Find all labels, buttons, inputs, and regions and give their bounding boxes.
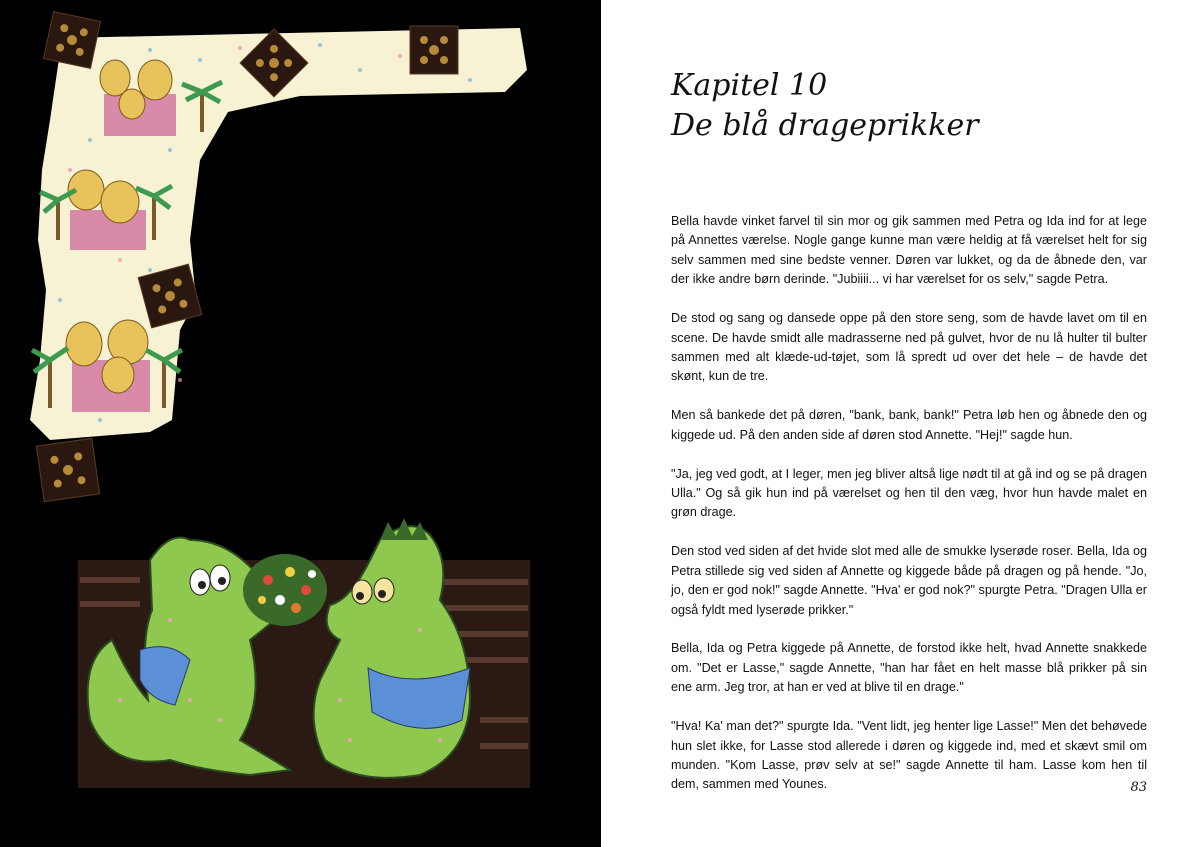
page-number: 83	[1130, 780, 1147, 795]
chapter-number: Kapitel 10	[671, 68, 828, 103]
paragraph: Bella, Ida og Petra kiggede på Annette, de forstod ikke helt, hvad Annette snakkede om. "Det er Lasse," sagde Annette, "han har fået en helt masse blå prikker på sin ene arm. Jeg tror, at han er ved at blive til en drage."	[671, 641, 1147, 695]
paragraph: "Ja, jeg ved godt, at I leger, men jeg bliver altså lige nødt til at gå ind og se på dragen Ulla." Og så gik hun ind på værelset og hen til den væg, hvor hun havde malet en grøn drage.	[671, 466, 1147, 520]
paragraph: "Hva! Ka' man det?" spurgte Ida. "Vent lidt, jeg henter lige Lasse!" Men det behøvede hun slet ikke, for Lasse stod allerede i døren og kiggede ind, med et skævt smil om munden. "Kom Lasse, prøv selv at se!" sagde Annette til ham. Lasse kom hen til dem, sammen med Younes.	[671, 719, 1147, 792]
square-flower-tile-icon	[410, 26, 458, 74]
dragon-illustration	[78, 518, 530, 788]
flower-bouquet-icon	[243, 554, 327, 626]
paragraph: Bella havde vinket farvel til sin mor og gik sammen med Petra og Ida ind for at lege på Annettes værelse. Nogle gange kunne man være heldig at få værelset helt for sig selv sammen med sine bedste venner. Døren var lukket, og da de åbnede den, var der ikke andre børn derinde. "Jubiiii... vi har værelset for os selv," sagde Petra.	[671, 214, 1147, 287]
square-flower-tile-icon	[36, 438, 99, 501]
chapter-title	[671, 66, 979, 146]
chapter-body	[671, 212, 1147, 814]
paragraph: Den stod ved siden af det hvide slot med alle de smukke lyserøde roser. Bella, Ida og Petra stillede sig ved siden af Annette og kiggede både på dragen og på hende. "Jo, jo, den er god nok!" sagde Annette. "Hva' er god nok?" spurgte Petra. "Dragen Ulla er også fyldt med lyserøde prikker."	[671, 544, 1147, 617]
chapter-name: De blå drageprikker	[671, 108, 979, 143]
green-dragon-with-crown-icon	[314, 518, 470, 778]
paragraph: Men så bankede det på døren, "bank, bank, bank!" Petra løb hen og åbnede den og kiggede ud. På den anden side af døren stod Annette. "Hej!" sagde hun.	[671, 408, 1147, 442]
paragraph: De stod og sang og dansede oppe på den store seng, som de havde lavet om til en scene. De havde smidt alle madrasserne ned på gulvet, hvor de nu lå hulter til bulter sammen med alt klæde-ud-tøjet, som lå spredt ud over det hele – de havde det skønt, kun de tre.	[671, 311, 1147, 384]
square-flower-tile-icon	[44, 12, 101, 69]
text-page	[601, 0, 1200, 847]
